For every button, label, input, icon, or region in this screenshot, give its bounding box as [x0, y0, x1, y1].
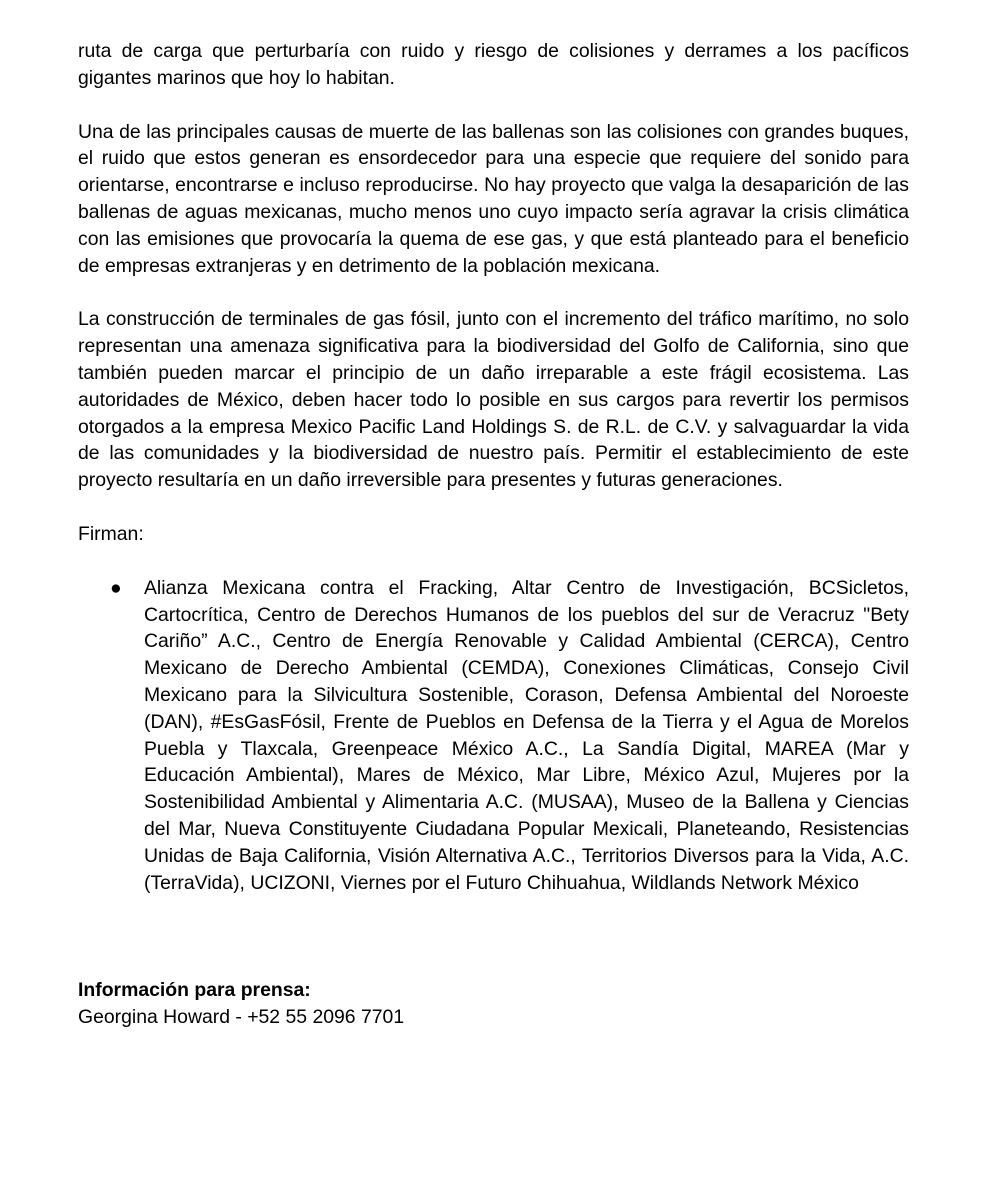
press-contact: Georgina Howard - +52 55 2096 7701	[78, 1006, 405, 1029]
paragraph-gas-terminals: La construcción de terminales de gas fósil, junto con el incremento del tráfico marítimo, no solo representan una amenaza significativa para la biodiversidad del Golfo de California, sino que también pueden marcar el principio de un daño irreparable a este frágil ecosistema. Las autoridades de México, deben hacer todo lo posible en sus cargos para revertir los permisos otorgados a la empresa Mexico Pacific Land Holdings S. de R.L. de C.V. y salvaguardar la vida de las comunidades y la biodiversidad de nuestro país. Permitir el establecimiento de este proyecto resultaría en un daño irreversible para presentes y futuras generaciones.	[78, 308, 909, 492]
press-heading: Información para prensa:	[78, 979, 311, 1002]
paragraph-cargo-route: ruta de carga que perturbaría con ruido y riesgo de colisiones y derrames a los pacíficos gigantes marinos que hoy lo habitan.	[78, 40, 909, 89]
list-item	[110, 575, 909, 897]
press-info	[78, 977, 909, 1031]
signers-list	[78, 575, 909, 897]
paragraph-whale-collisions: Una de las principales causas de muerte de las ballenas son las colisiones con grandes buques, el ruido que estos generan es ensordecedor para una especie que requiere del sonido para orientarse, encontrarse e incluso reproducirse. No hay proyecto que valga la desaparición de las ballenas de aguas mexicanas, mucho menos uno cuyo impacto sería agravar la crisis climática con las emisiones que provocaría la quema de ese gas, y que está planteado para el beneficio de empresas extranjeras y en detrimento de la población mexicana.	[78, 120, 909, 277]
bullet-icon: ●	[110, 576, 122, 599]
signers-organizations: Alianza Mexicana contra el Fracking, Altar Centro de Investigación, BCSicletos, Cartocrítica, Centro de Derechos Humanos de los pueblos del sur de Veracruz "Bety Cariño” A.C., Centro de Energía Renovable y Calidad Ambiental (CERCA), Centro Mexicano de Derecho Ambiental (CEMDA), Conexiones Climáticas, Consejo Civil Mexicano para la Silvicultura Sostenible, Corason, Defensa Ambiental del Noroeste (DAN), #EsGasFósil, Frente de Pueblos en Defensa de la Tierra y el Agua de Morelos Puebla y Tlaxcala, Greenpeace México A.C., La Sandía Digital, MAREA (Mar y Educación Ambiental), Mares de México, Mar Libre, México Azul, Mujeres por la Sostenibilidad Ambiental y Alimentaria A.C. (MUSAA), Museo de la Ballena y Ciencias del Mar, Nueva Constituyente Ciudadana Popular Mexicali, Planeteando, Resistencias Unidas de Baja California, Visión Alternativa A.C., Territorios Diversos para la Vida, A.C. (TerraVida), UCIZONI, Viernes por el Futuro Chihuahua, Wildlands Network México	[144, 576, 909, 894]
signers-label: Firman:	[78, 522, 144, 545]
